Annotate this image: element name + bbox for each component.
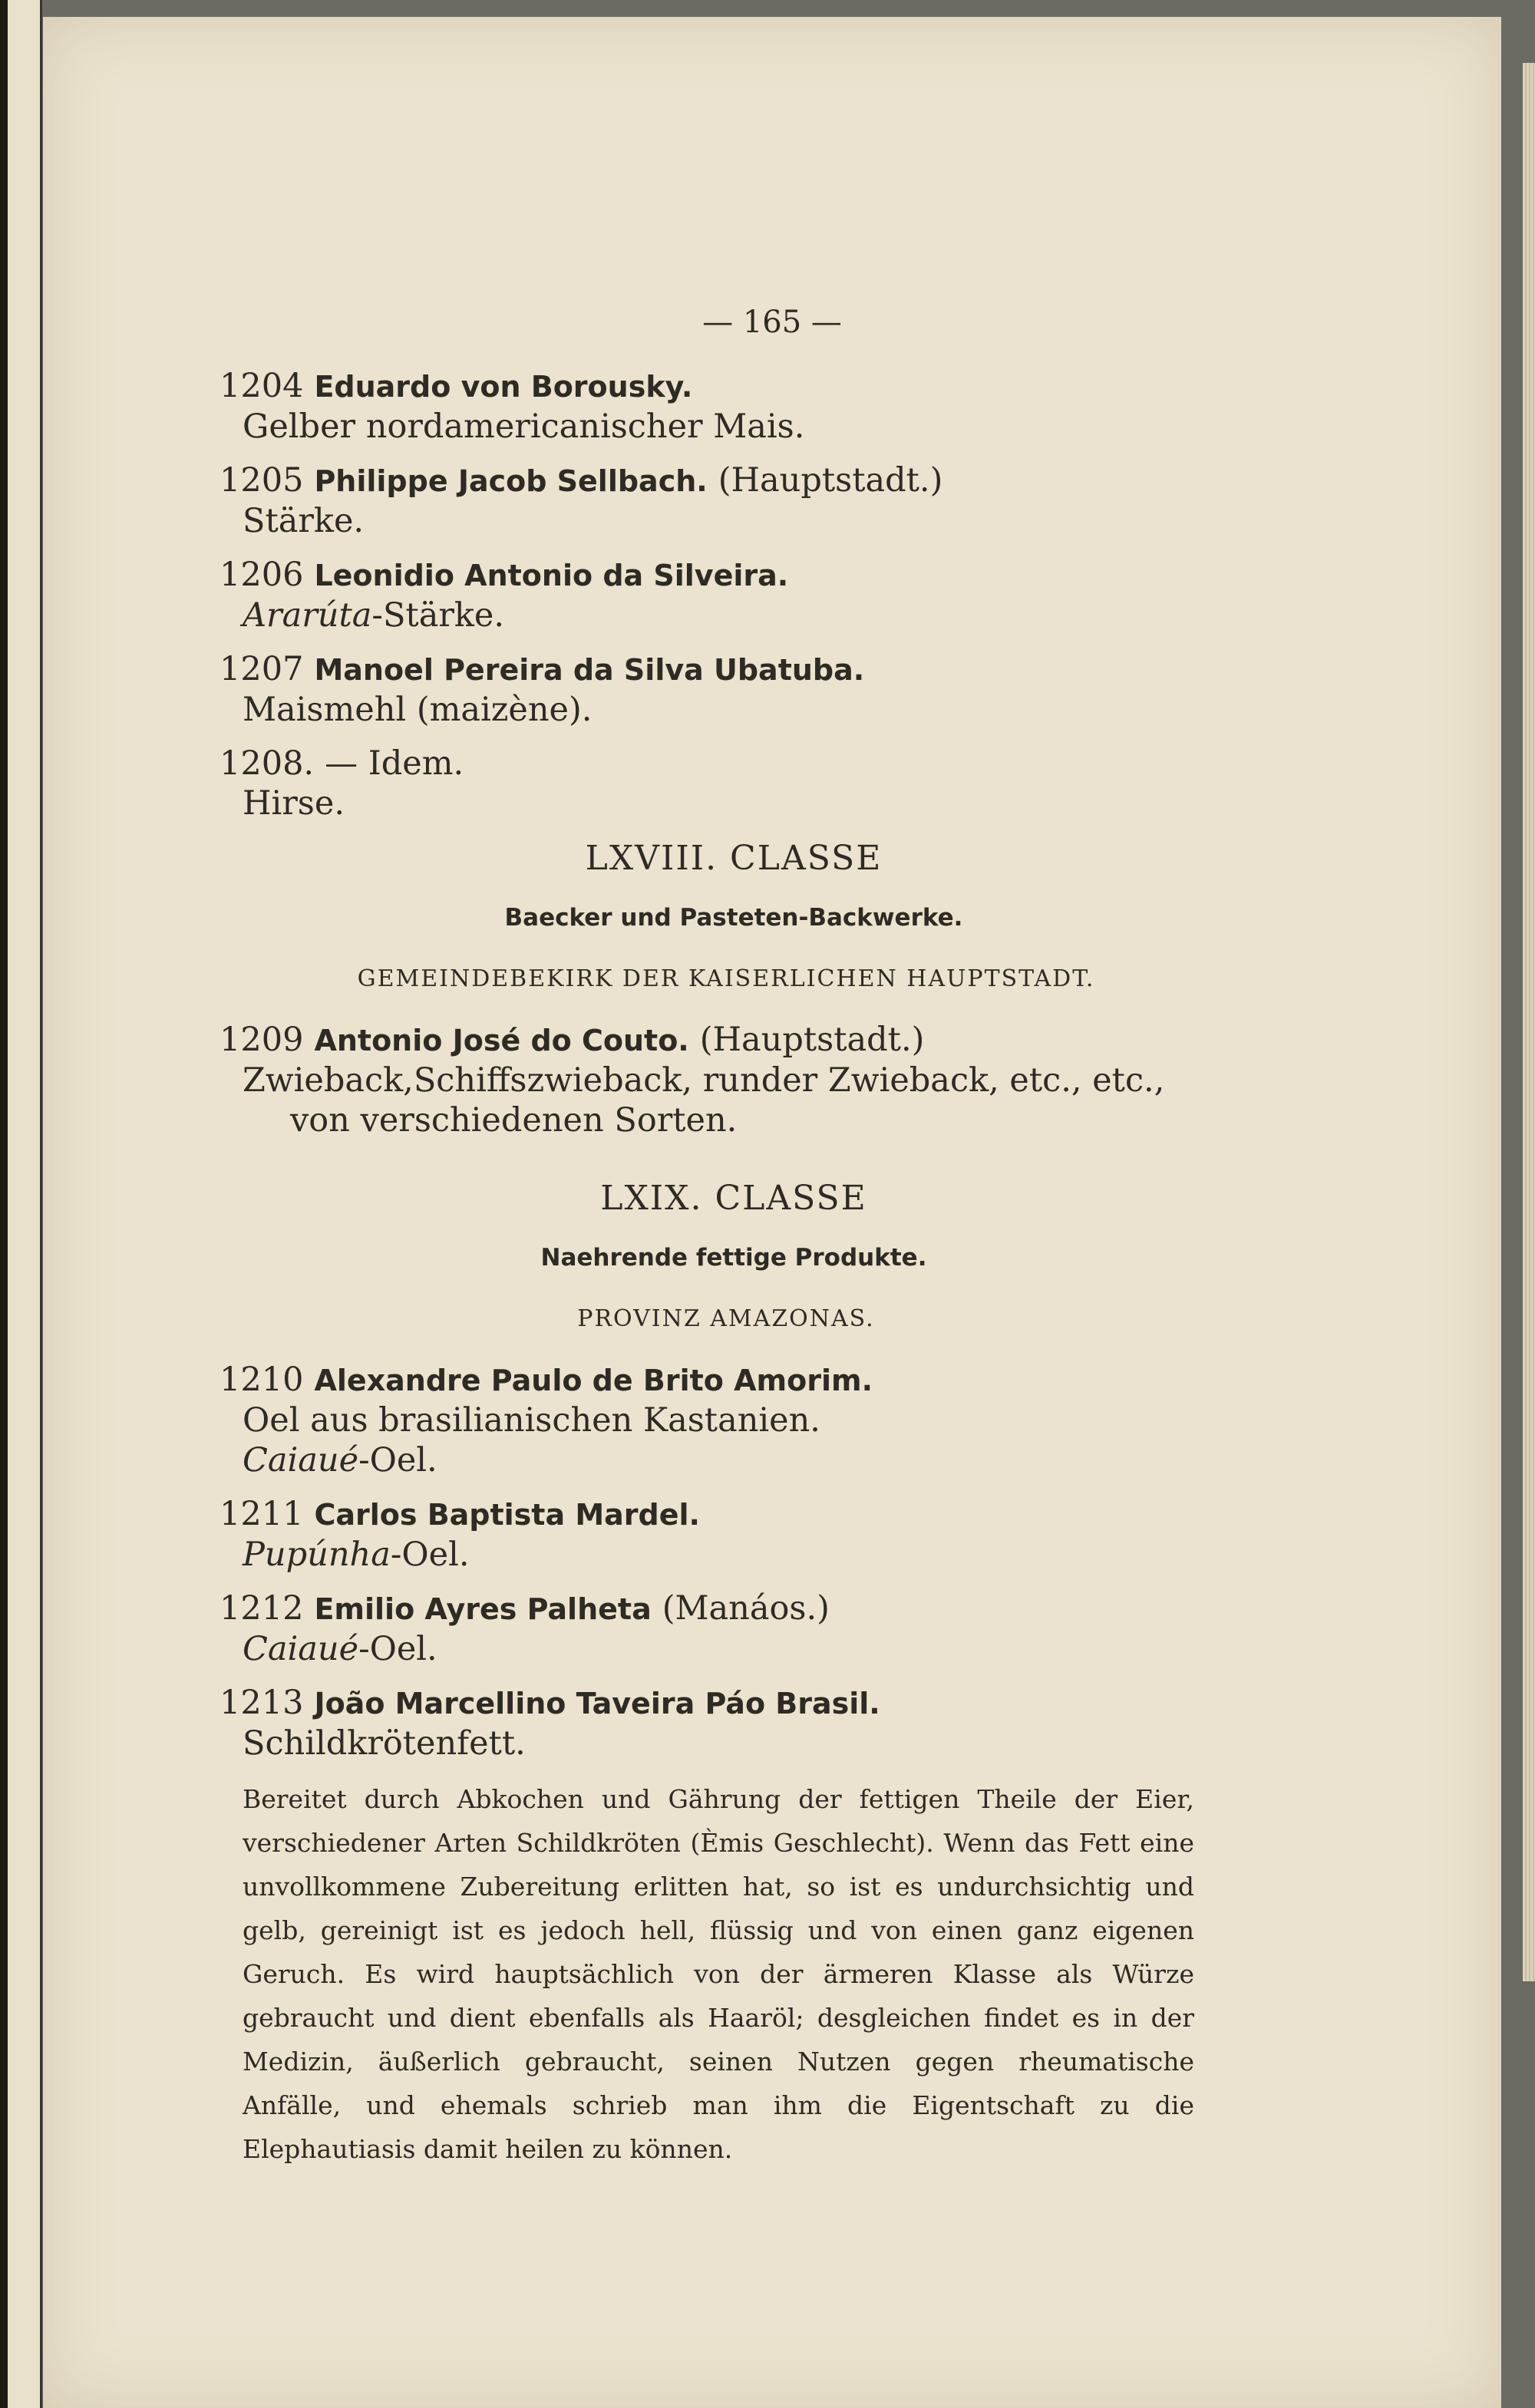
entry-heading [220,1360,1248,1400]
book-binding [0,0,8,2408]
entry-number: 1213 [220,1684,304,1722]
entry-heading [220,555,1248,595]
book-page [43,17,1501,2408]
entry-heading [220,1588,1248,1629]
desc-text: -Stärke. [371,596,505,635]
exhibitor-name: Emilio Ayres Palheta [314,1592,652,1626]
classe-68-subtitle: Baecker und Pasteten-Backwerke. [504,904,963,932]
exhibitor-name: Manoel Pereira da Silva Ubatuba. [314,653,865,687]
entry-number: 1207 [220,650,304,688]
page-stack-edges [1523,63,1535,1981]
entry-heading [220,366,1248,407]
exhibitor-location: (Manáos.) [662,1589,830,1628]
list-item [220,1588,1248,1669]
classe-69-district: PROVINZ AMAZONAS. [577,1305,875,1332]
list-item [220,649,1248,730]
entry-description [220,783,1248,823]
page-number: — 165 — [702,305,842,340]
desc-italic: Ararúta [243,596,372,635]
desc-text: -Oel. [358,1441,437,1479]
entry-description-cont: von verschiedenen Sorten. [290,1101,738,1140]
desc-italic: Caiaué [243,1630,359,1668]
list-item [220,460,1248,541]
list-item [220,744,1248,823]
entry-description [220,501,1248,541]
entry-description [220,690,1248,730]
entry-number: 1210 [220,1361,304,1399]
list-item [220,1683,1248,1763]
exhibitor-name: Alexandre Paulo de Brito Amorim. [314,1364,873,1397]
entry-heading [220,744,1248,783]
list-item [220,1020,1248,1140]
desc-text: Gelber nordamericanischer Mais. [243,407,805,446]
entry-number: 1204 [220,367,304,405]
entry-description [220,1400,1248,1440]
desc-text: Maismehl (maizène). [243,691,593,729]
desc-text: -Oel. [358,1630,437,1668]
entry-description [220,1629,1248,1669]
desc-italic: Pupúnha [243,1536,391,1574]
page-content [220,366,1248,2171]
exhibitor-name: Carlos Baptista Mardel. [314,1498,700,1532]
entry-description [220,595,1248,635]
entry-number: 1212 [220,1589,304,1628]
desc-text: Stärke. [243,502,365,540]
entry-heading [220,1683,1248,1724]
classe-68-district: GEMEINDEBEKIRK DER KAISERLICHEN HAUPTSTADT. [357,965,1095,992]
idem-text: — Idem. [325,744,464,783]
classe-69-title: LXIX. CLASSE [600,1179,867,1218]
desc-italic: Caiaué [243,1441,359,1479]
classe-68-title: LXVIII. CLASSE [585,839,883,878]
entries-bottom [220,1360,1248,1763]
entry-description [220,407,1248,447]
exhibitor-name: Eduardo von Borousky. [314,370,693,404]
entry-description [220,1724,1248,1763]
exhibitor-location: (Hauptstadt.) [718,461,943,500]
desc-text: Oel aus brasilianischen Kastanien. [243,1401,820,1440]
list-item [220,1360,1248,1480]
entry-number: 1208. [220,744,315,783]
exhibitor-name: Leonidio Antonio da Silveira. [314,559,789,592]
entry-heading [220,1020,1248,1061]
entry-heading [220,1494,1248,1535]
entry-number: 1211 [220,1495,304,1533]
entry-description [220,1535,1248,1575]
entry-description: Zwieback,Schiffszwieback, runder Zwieback, etc., etc., [243,1061,1165,1100]
desc-text: -Oel. [390,1536,470,1574]
entry-number: 1209 [220,1021,304,1059]
entry-number: 1206 [220,556,304,594]
list-item [220,555,1248,635]
entry-number: 1205 [220,461,304,500]
exhibitor-name: Antonio José do Couto. [314,1024,689,1057]
classe-69-subtitle: Naehrende fettige Produkte. [540,1244,927,1272]
desc-text: Hirse. [243,784,345,823]
description-paragraph: Bereitet durch Abkochen und Gährung der fettigen Theile der Eier, verschiedener Arten Schildkröten (Èmis Geschlecht). Wenn das Fett eine unvollkommene Zubereitung erlitten hat, so ist es undurchsichtig und gelb, gereinigt ist es jedoch hell, flüssig und von einen ganz eigenen Geruch. Es wird hauptsächlich von der ärmeren Klasse als Würze gebraucht und dient ebenfalls als Haaröl; desgleichen findet es in der Medizin, äußerlich gebraucht, seinen Nutzen gegen rheumatische Anfälle, und ehemals schrieb man ihm die Eigentschaft zu die Elephautiasis damit heilen zu können. [243,1784,1194,2164]
list-item [220,1494,1248,1575]
entry-heading [220,460,1248,501]
entries-top [220,366,1248,823]
exhibitor-name: João Marcellino Taveira Páo Brasil. [314,1687,880,1720]
desc-text: Schildkrötenfett. [243,1724,526,1763]
entry-description [220,1440,1248,1480]
exhibitor-name: Philippe Jacob Sellbach. [314,464,708,498]
exhibitor-location: (Hauptstadt.) [699,1021,925,1059]
entry-heading [220,649,1248,690]
list-item [220,366,1248,447]
